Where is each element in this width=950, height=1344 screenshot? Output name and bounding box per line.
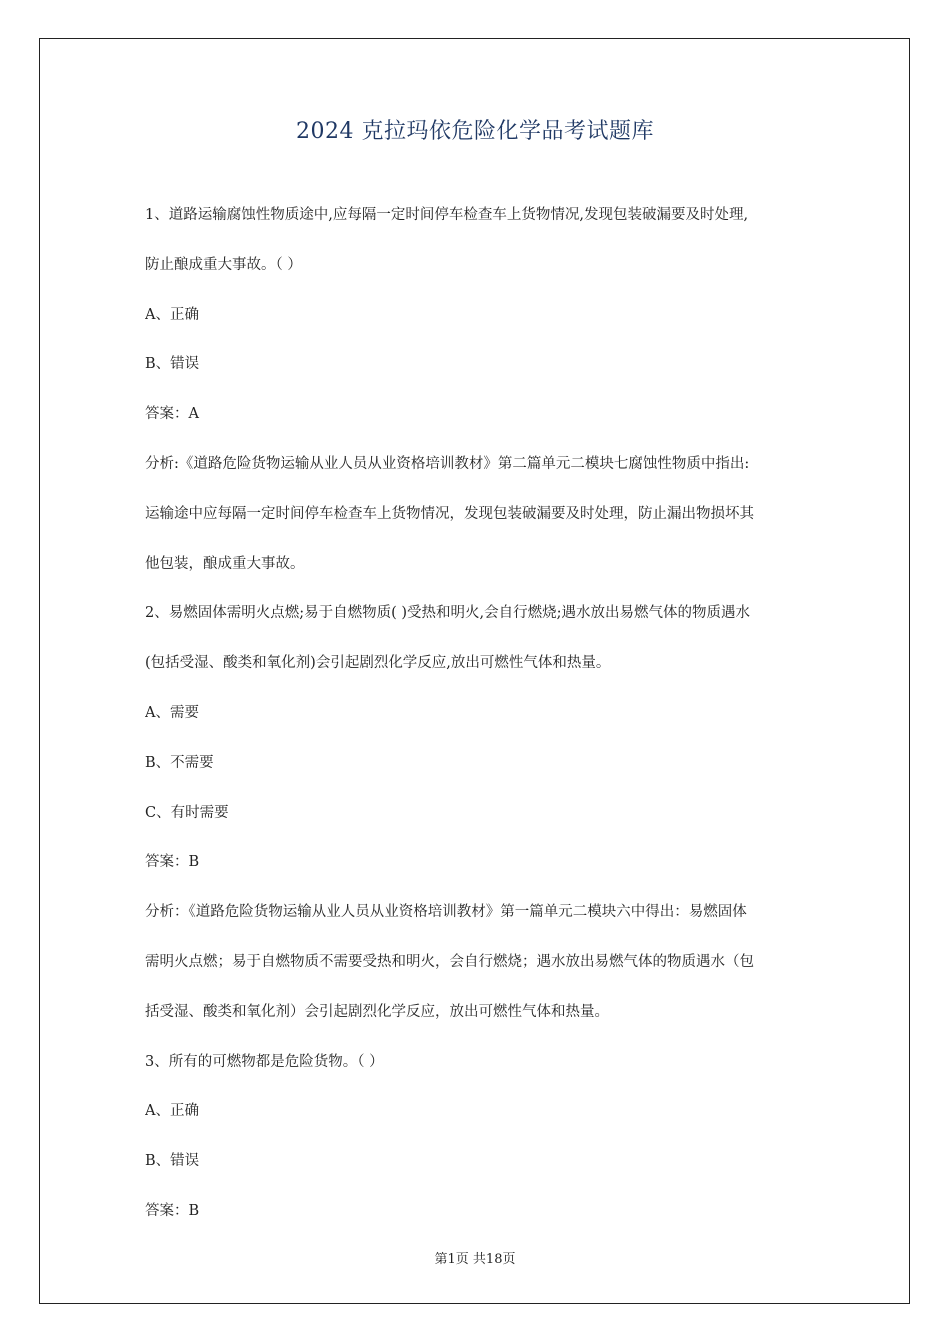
option-line: A、正确 [145, 1103, 199, 1119]
document-title: 2024 克拉玛依危险化学品考试题库 [296, 119, 654, 144]
option-line: B、不需要 [145, 755, 214, 771]
body-line: 他包装，酿成重大事故。 [145, 556, 305, 572]
page-footer: 第1页 共18页 [434, 1252, 516, 1267]
body-line: 运输途中应每隔一定时间停车检查车上货物情况，发现包装破漏要及时处理，防止漏出物损坏其 [145, 506, 754, 522]
option-line: B、错误 [145, 1153, 200, 1169]
question-line: 1、道路运输腐蚀性物质途中,应每隔一定时间停车检查车上货物情况,发现包装破漏要及时处理, [145, 207, 749, 223]
body-line: (包括受湿、酸类和氧化剂)会引起剧烈化学反应,放出可燃性气体和热量。 [145, 655, 611, 671]
body-line: 括受湿、酸类和氧化剂）会引起剧烈化学反应，放出可燃性气体和热量。 [145, 1004, 609, 1020]
body-line: 防止酿成重大事故。（ ） [145, 257, 302, 273]
answer-line: 答案：A [145, 406, 199, 422]
answer-line: 答案：B [145, 1203, 200, 1219]
analysis-line: 分析:《道路危险货物运输从业人员从业资格培训教材》第二篇单元二模块七腐蚀性物质中指出: [145, 456, 750, 472]
question-line: 2、易燃固体需明火点燃;易于自燃物质( )受热和明火,会自行燃烧;遇水放出易燃气体的物质遇水 [145, 605, 751, 621]
answer-line: 答案：B [145, 854, 200, 870]
option-line: B、错误 [145, 356, 200, 372]
body-line: 需明火点燃；易于自燃物质不需要受热和明火，会自行燃烧；遇水放出易燃气体的物质遇水（包 [145, 954, 754, 970]
question-line: 3、所有的可燃物都是危险货物。（ ） [145, 1054, 384, 1070]
option-line: A、正确 [145, 307, 199, 323]
option-line: A、需要 [145, 705, 199, 721]
option-line: C、有时需要 [145, 805, 229, 821]
analysis-line: 分析：《道路危险货物运输从业人员从业资格培训教材》第一篇单元二模块六中得出：易燃固体 [145, 904, 747, 920]
